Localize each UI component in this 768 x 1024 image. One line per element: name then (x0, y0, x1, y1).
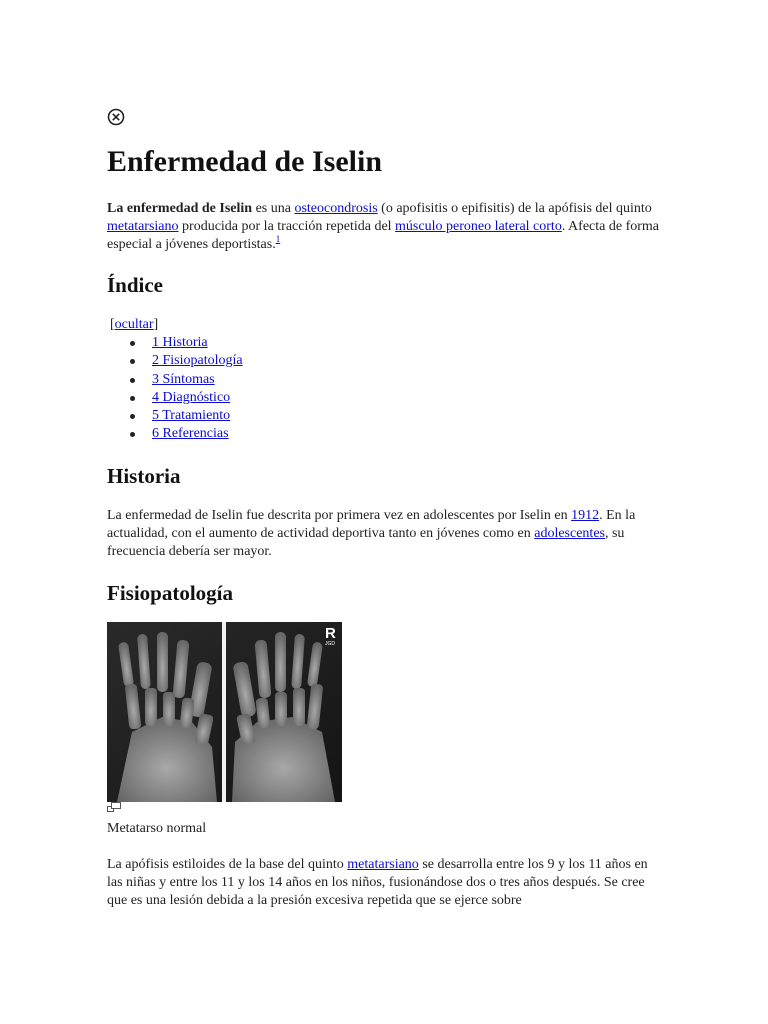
toc-link-historia[interactable]: 1 Historia (152, 335, 208, 350)
intro-text-4: . Afecta de forma especial a jóvenes deportistas. (107, 219, 660, 252)
intro-text-2: (o apofisitis o epifisitis) de la apófisis del quinto (377, 201, 652, 216)
intro-text-1: es una (252, 201, 295, 216)
intro-bold: La enfermedad de Iselin (107, 201, 253, 216)
link-1912[interactable]: 1912 (571, 508, 600, 523)
toc-toggle-close: ] (153, 317, 159, 332)
xray-image[interactable] (107, 622, 342, 802)
toc-toggle (110, 316, 158, 334)
toc-link-sintomas[interactable]: 3 Síntomas (152, 371, 215, 387)
toc-link-tratamiento[interactable]: 5 Tratamiento (152, 408, 231, 424)
fisio-text-1: La apófisis estiloides de la base del quinto (107, 857, 348, 872)
link-adolescentes[interactable]: adolescentes (534, 526, 605, 541)
historia-text-2: . En la actualidad, con el aumento de actividad deportiva tanto en jóvenes como en (107, 508, 636, 541)
toc-list (107, 334, 243, 444)
page-title: Enfermedad de Iselin (107, 145, 383, 178)
historia-text-3: , su frecuencia debería ser mayor. (107, 526, 625, 559)
historia-paragraph (107, 507, 663, 561)
toc-link-referencias[interactable]: 6 Referencias (152, 426, 229, 442)
historia-heading: Historia (107, 464, 181, 488)
historia-text-1: La enfermedad de Iselin fue descrita por primera vez en adolescentes por Iselin en (107, 508, 572, 523)
link-metatarsiano[interactable]: metatarsiano (107, 219, 179, 234)
xray-marker-initials: JGD (325, 641, 335, 647)
toc-item (107, 352, 243, 370)
link-musculo-peroneo[interactable]: músculo peroneo lateral corto (395, 219, 562, 234)
toc-link-diagnostico[interactable]: 4 Diagnóstico (152, 389, 231, 405)
close-icon[interactable] (107, 108, 125, 126)
reference-1[interactable]: 1 (275, 234, 281, 244)
fisio-text-2: se desarrolla entre los 9 y los 11 años en las niñas y entre los 11 y los 14 años en los niños, fusionándose dos o tres años después. Se cree que es una lesión debida a la presión excesiva repetida que se ejerce sobre (107, 857, 648, 908)
toc-item (107, 407, 243, 425)
toc-heading: Índice (107, 273, 164, 297)
toc-item (107, 334, 243, 352)
toc-hide-link[interactable]: ocultar (114, 317, 154, 332)
toc-item (107, 389, 243, 407)
link-osteocondrosis[interactable]: osteocondrosis (294, 201, 378, 216)
toc-item (107, 371, 243, 389)
fisiopatologia-paragraph (107, 856, 663, 910)
image-caption: Metatarso normal (107, 821, 207, 836)
intro-text-3: producida por la tracción repetida del (178, 219, 396, 234)
xray-marker-r: R (325, 625, 336, 642)
link-metatarsiano-2[interactable]: metatarsiano (347, 857, 419, 872)
toc-toggle-open: [ (110, 317, 115, 332)
enlarge-icon[interactable] (107, 802, 121, 812)
fisiopatologia-heading: Fisiopatología (107, 581, 234, 605)
toc-link-fisiopatologia[interactable]: 2 Fisiopatología (152, 353, 243, 369)
toc-item (107, 425, 243, 443)
intro-paragraph (107, 200, 663, 254)
